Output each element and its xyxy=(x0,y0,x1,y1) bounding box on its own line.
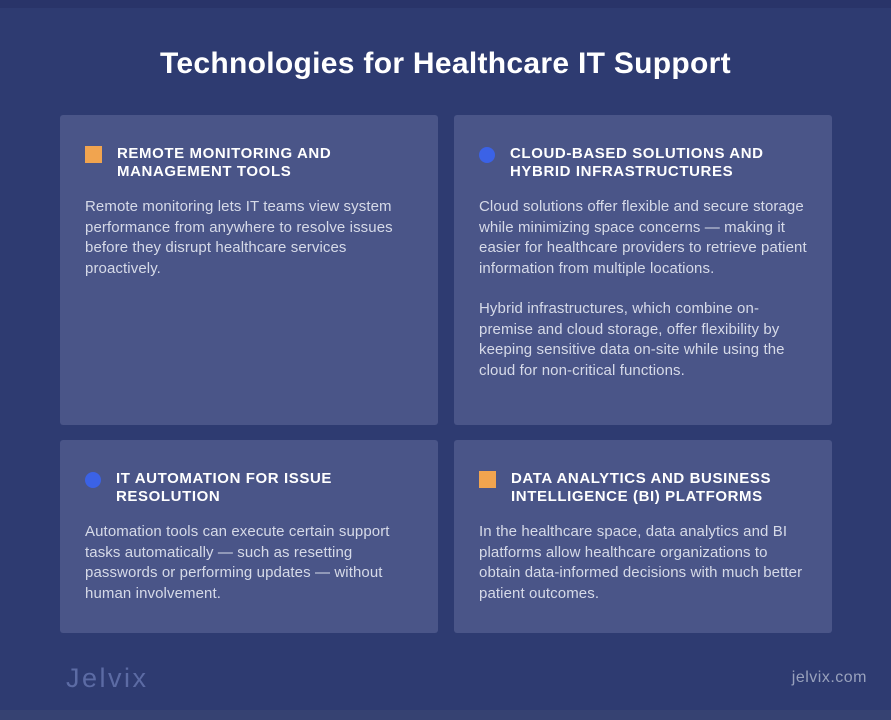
square-bullet-icon xyxy=(479,471,496,488)
card-data-analytics xyxy=(454,440,832,633)
card-paragraph: Remote monitoring lets IT teams view system performance from anywhere to resolve issues before they disrupt healthcare services proactively. xyxy=(85,198,393,277)
card-header xyxy=(479,470,807,506)
circle-bullet-icon xyxy=(479,147,495,163)
bottom-edge-band xyxy=(0,710,891,720)
card-header xyxy=(85,145,413,181)
card-heading: REMOTE MONITORING AND MANAGEMENT TOOLS xyxy=(117,145,332,180)
card-paragraph: Automation tools can execute certain support tasks automatically — such as resetting passwords or performing updates — without human involvement. xyxy=(85,523,390,602)
card-heading: IT AUTOMATION FOR ISSUE RESOLUTION xyxy=(116,470,333,505)
jelvix-logo: Jelvix xyxy=(66,662,149,693)
card-header xyxy=(479,145,807,181)
card-header xyxy=(85,470,413,506)
card-remote-monitoring xyxy=(60,115,438,425)
card-paragraph: Cloud solutions offer flexible and secure storage while minimizing space concerns — making it easier for healthcare providers to retrieve patient information from multiple locations. xyxy=(479,198,807,277)
top-edge-band xyxy=(0,0,891,8)
page-title: Technologies for Healthcare IT Support xyxy=(160,47,731,80)
cards-grid xyxy=(60,115,832,633)
footer xyxy=(0,658,891,698)
square-bullet-icon xyxy=(85,146,102,163)
card-paragraph: In the healthcare space, data analytics and BI platforms allow healthcare organizations to obtain data-informed decisions with much better patient outcomes. xyxy=(479,523,803,602)
circle-bullet-icon xyxy=(85,472,101,488)
card-it-automation xyxy=(60,440,438,633)
card-cloud-solutions xyxy=(454,115,832,425)
website-url: jelvix.com xyxy=(791,669,867,686)
card-heading: DATA ANALYTICS AND BUSINESS INTELLIGENCE (BI) PLATFORMS xyxy=(511,470,772,505)
card-paragraph: Hybrid infrastructures, which combine on-premise and cloud storage, offer flexibility by keeping sensitive data on-site while using the cloud for non-critical functions. xyxy=(479,300,785,379)
card-heading: CLOUD-BASED SOLUTIONS AND HYBRID INFRASTRUCTURES xyxy=(510,145,764,180)
